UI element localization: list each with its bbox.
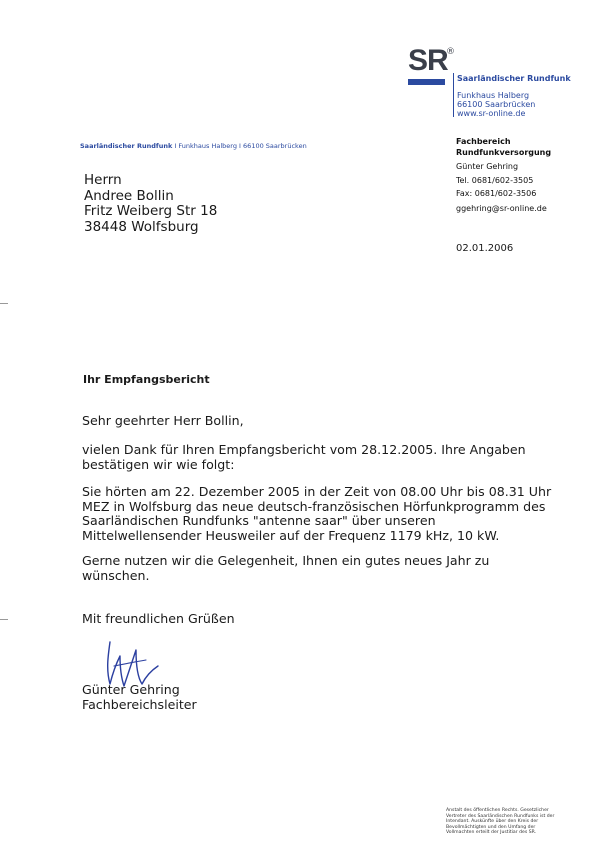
- contact-block: [456, 136, 551, 214]
- recipient-line: 38448 Wolfsburg: [84, 218, 199, 235]
- signatory: [82, 682, 197, 712]
- department-line: Rundfunkversorgung: [456, 148, 552, 157]
- recipient-line: Herrn: [84, 172, 122, 188]
- separator: I: [239, 142, 241, 150]
- fold-mark: [0, 303, 8, 304]
- fold-mark: [0, 619, 8, 620]
- org-address-line: Funkhaus Halberg: [457, 91, 530, 100]
- signatory-name: Günter Gehring: [82, 682, 180, 697]
- registered-mark: ®: [446, 47, 455, 57]
- letterhead-divider: [453, 73, 454, 117]
- org-website: www.sr-online.de: [457, 109, 526, 118]
- contact-fax: Fax: 0681/602-3506: [456, 189, 537, 198]
- contact-person: Günter Gehring: [456, 162, 519, 171]
- recipient-address: [84, 173, 217, 235]
- sender-city: 66100 Saarbrücken: [243, 142, 307, 150]
- org-address: [457, 91, 567, 118]
- sr-logo: SR: [408, 44, 448, 77]
- logo-bar: [408, 79, 445, 85]
- department-line: Fachbereich: [456, 137, 511, 146]
- recipient-line: Fritz Weiberg Str 18: [84, 203, 218, 219]
- subject-line: Ihr Empfangsbericht: [83, 373, 210, 386]
- sender-org: Saarländischer Rundfunk: [80, 142, 173, 150]
- closing: Mit freundlichen Grüßen: [82, 611, 235, 626]
- letter-date: 02.01.2006: [456, 243, 514, 254]
- contact-email: ggehring@sr-online.de: [456, 204, 547, 213]
- sender-location: Funkhaus Halberg: [178, 142, 237, 150]
- sender-return-line: [80, 142, 307, 150]
- contact-tel: Tel. 0681/602-3505: [456, 176, 534, 185]
- separator: I: [174, 142, 177, 150]
- legal-footer: Anstalt des öffentlichen Rechts. Gesetzlicher Vertreter des Saarländischen Rundfunks ist der Intendant. Auskünfte über den Kreis der Bevollmächtigten und den Umfang der Vollmachten erteilt der Justitiar des SR.: [446, 808, 555, 836]
- signatory-title: Fachbereichsleiter: [82, 697, 197, 712]
- body-paragraph: Gerne nutzen wir die Gelegenheit, Ihnen ein gutes neues Jahr zu wünschen.: [82, 553, 490, 583]
- recipient-line: Andree Bollin: [84, 187, 174, 204]
- body-paragraph: Sie hörten am 22. Dezember 2005 in der Zeit von 08.00 Uhr bis 08.31 Uhr MEZ in Wolfsburg das neue deutsch-französischen Hörfunkprogramm des Saarländischen Rundfunks "antenne saar" über unseren Mittelwellensender Heusweiler auf der Frequenz 1179 kHz, 10 kW.: [82, 484, 552, 543]
- salutation: Sehr geehrter Herr Bollin,: [82, 413, 244, 428]
- org-address-line: 66100 Saarbrücken: [457, 100, 536, 109]
- body-paragraph: vielen Dank für Ihren Empfangsbericht vom 28.12.2005. Ihre Angaben bestätigen wir wie folgt:: [82, 442, 526, 472]
- org-name: Saarländischer Rundfunk: [457, 74, 571, 83]
